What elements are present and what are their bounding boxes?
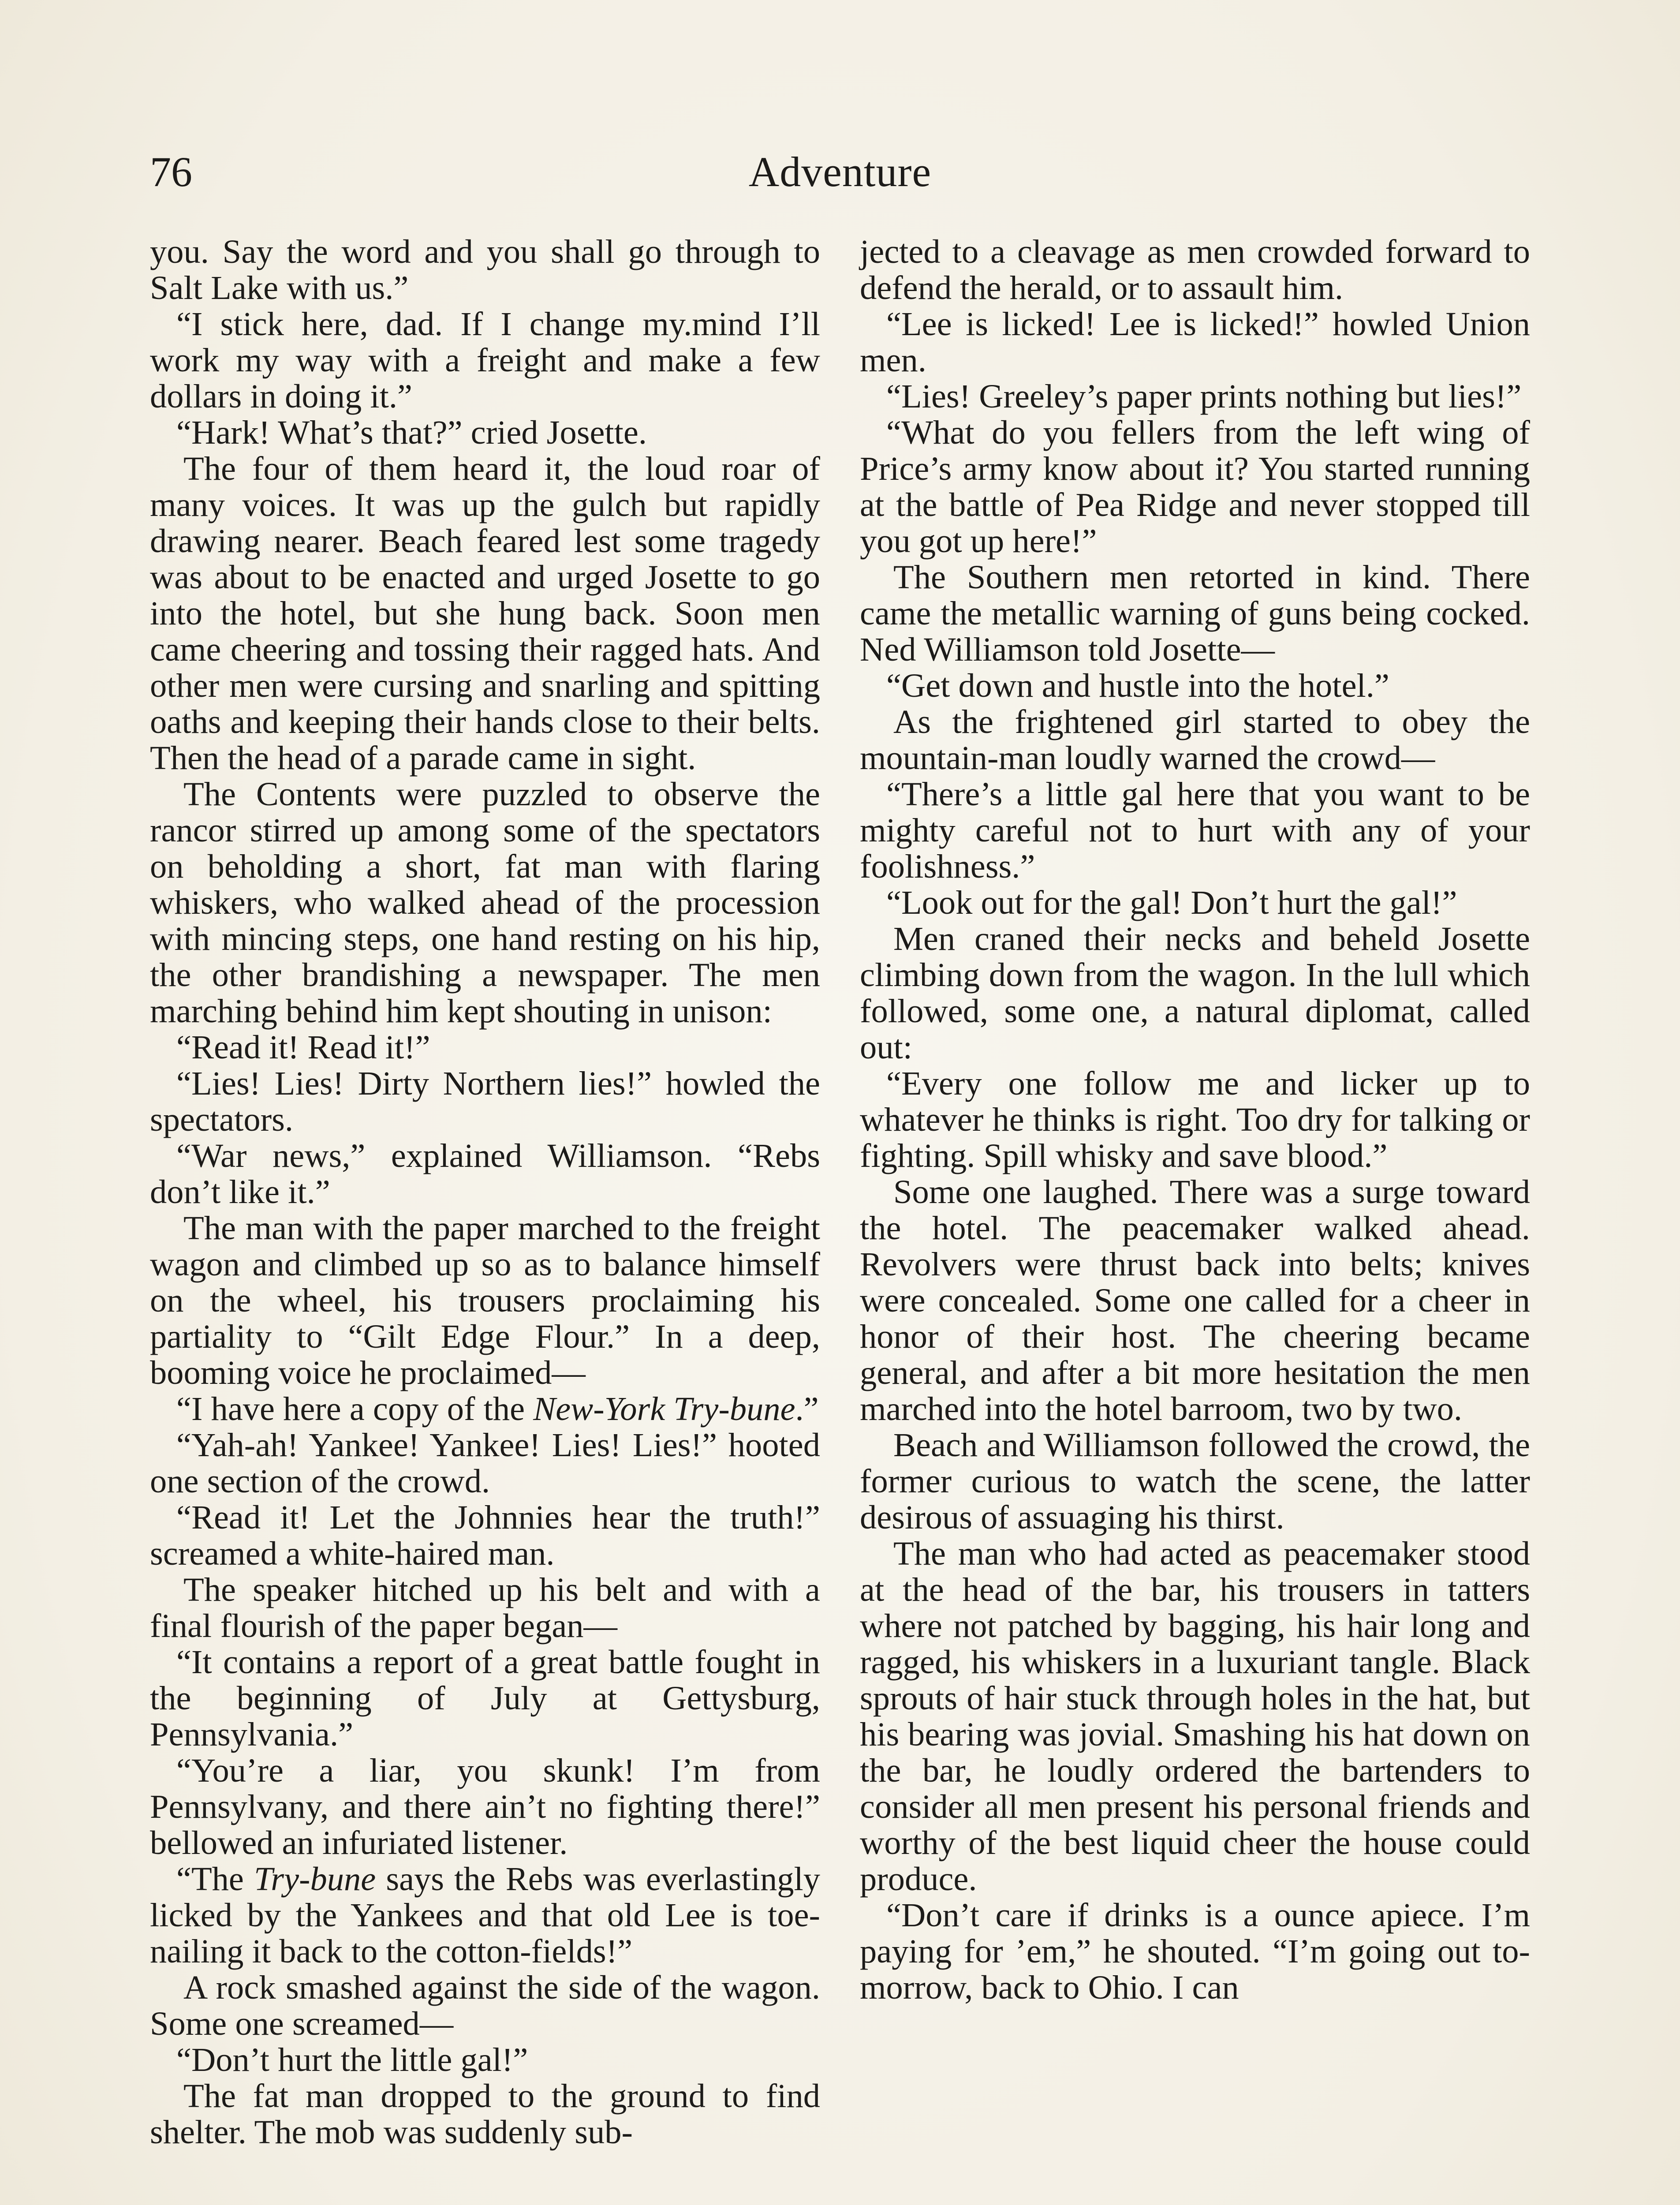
paragraph: The Southern men retorted in kind. There came the metallic warning of guns being cocked. Ned Williamson told Josette— (860, 558, 1530, 668)
right-column (860, 234, 1530, 2205)
paragraph: “You’re a liar, you skunk! I’m from Pennsylvany, and there ain’t no fighting there!” bellowed an infuriated listener. (150, 1752, 820, 1861)
paragraph: The four of them heard it, the loud roar of many voices. It was up the gulch but rapidly drawing nearer. Beach feared lest some tragedy was about to be enacted and urged Josette to go into the hotel, but she hung back. Soon men came cheering and tossing their ragged hats. And other men were cursing and snarling and spitting oaths and keeping their hands close to their belts. Then the head of a parade came in sight. (150, 450, 820, 777)
left-column (150, 234, 820, 2205)
paragraph: you. Say the word and you shall go through to Salt Lake with us.” (150, 233, 820, 306)
paragraph: “Read it! Let the Johnnies hear the truth!” screamed a white-haired man. (150, 1499, 820, 1572)
paragraph (150, 1391, 820, 1427)
paragraph: “It contains a report of a great battle fought in the beginning of July at Gettysburg, Pennsylvania.” (150, 1643, 820, 1753)
paragraph: “Don’t hurt the little gal!” (176, 2041, 528, 2078)
paragraph: The Contents were puzzled to observe the rancor stirred up among some of the spectators on beholding a short, fat man with flaring whiskers, who walked ahead of the procession with mincing steps, one hand resting on his hip, the other brandishing a newspaper. The men marching behind him kept shouting in unison: (150, 775, 820, 1030)
page-number: 76 (150, 148, 192, 195)
paragraph: “Read it! Read it!” (176, 1028, 430, 1066)
paragraph: “War news,” explained Williamson. “Rebs don’t like it.” (150, 1137, 820, 1211)
paragraph: As the frightened girl started to obey the mountain-man loudly warned the crowd— (860, 703, 1530, 777)
paragraph: A rock smashed against the side of the wagon. Some one screamed— (150, 1969, 820, 2042)
paragraph: The fat man dropped to the ground to find shelter. The mob was suddenly sub- (150, 2077, 820, 2151)
page-header (150, 146, 1530, 207)
paragraph: “Look out for the gal! Don’t hurt the gal!” (886, 884, 1457, 921)
paragraph-text: “I have here a copy of the (176, 1390, 534, 1428)
paragraph: jected to a cleavage as men crowded forward to defend the herald, or to assault him. (860, 233, 1530, 306)
paragraph: Beach and Williamson followed the crowd, the former curious to watch the scene, the latter desirous of assuaging his thirst. (860, 1426, 1530, 1536)
paragraph: “Get down and hustle into the hotel.” (886, 667, 1389, 704)
paragraph: “Don’t care if drinks is a ounce apiece. I’m paying for ’em,” he shouted. “I’m going out to-morrow, back to Ohio. I can (860, 1896, 1530, 2006)
paragraph: Men craned their necks and beheld Josette climbing down from the wagon. In the lull which followed, some one, a natural diplomat, called out: (860, 920, 1530, 1066)
paragraph: “Yah-ah! Yankee! Yankee! Lies! Lies!” hooted one section of the crowd. (150, 1426, 820, 1500)
paragraph: “Hark! What’s that?” cried Josette. (176, 414, 647, 451)
paragraph-text: says the Rebs was everlastingly licked by the Yankees and that old Lee is toe-nailing it back to the cotton-fields!” (150, 1860, 820, 1970)
paragraph-text: .” (795, 1390, 819, 1428)
paragraph: “What do you fellers from the left wing of Price’s army know about it? You started running at the battle of Pea Ridge and never stopped till you got up here!” (860, 414, 1530, 560)
paragraph: “Lies! Greeley’s paper prints nothing but lies!” (886, 377, 1522, 415)
paragraph: The man who had acted as peacemaker stood at the head of the bar, his trousers in tatters where not patched by bagging, his hair long and ragged, his whiskers in a luxuriant tangle. Black sprouts of hair stuck through holes in the hat, but his bearing was jovial. Smashing his hat down on the bar, he loudly ordered the bartenders to consider all men present his personal friends and worthy of the best liquid cheer the house could produce. (860, 1535, 1530, 1898)
paragraph: “Lies! Lies! Dirty Northern lies!” howled the spectators. (150, 1065, 820, 1138)
paragraph: “Lee is licked! Lee is licked!” howled Union men. (860, 305, 1530, 379)
paragraph (150, 1861, 820, 1970)
paragraph: Some one laughed. There was a surge toward the hotel. The peacemaker walked ahead. Revolvers were thrust back into belts; knives were concealed. Some one called for a cheer in honor of their host. The cheering became general, and after a bit more hesitation the men marched into the hotel barroom, two by two. (860, 1173, 1530, 1428)
running-head: Adventure (748, 148, 932, 195)
paragraph: “I stick here, dad. If I change my.mind I’ll work my way with a freight and make a few dollars in doing it.” (150, 305, 820, 415)
paragraph: “Every one follow me and licker up to whatever he thinks is right. Too dry for talking or fighting. Spill whisky and save blood.” (860, 1065, 1530, 1174)
paragraph: The man with the paper marched to the freight wagon and climbed up so as to balance himself on the wheel, his trousers proclaiming his partiality to “Gilt Edge Flour.” In a deep, booming voice he proclaimed— (150, 1209, 820, 1391)
paragraph: The speaker hitched up his belt and with a final flourish of the paper began— (150, 1571, 820, 1644)
italic-title: Try-bune (254, 1860, 376, 1898)
paragraph: “There’s a little gal here that you want to be mighty careful not to hurt with any of your foolishness.” (860, 775, 1530, 885)
italic-title: New-York Try-bune (533, 1390, 795, 1428)
paragraph-text: “The (176, 1860, 254, 1898)
